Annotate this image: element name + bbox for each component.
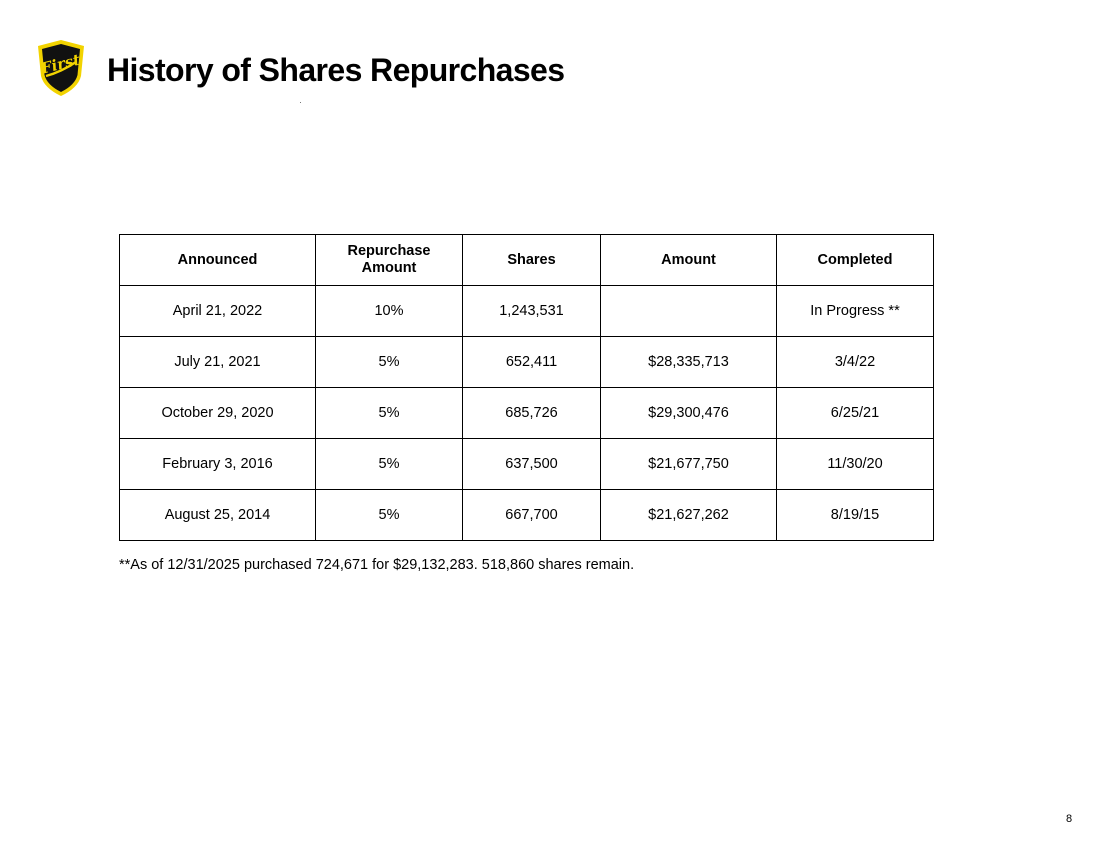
cell-completed: 6/25/21 [777,388,934,439]
cell-announced: July 21, 2021 [120,337,316,388]
cell-amount [601,286,777,337]
cell-amount: $21,677,750 [601,439,777,490]
shield-logo-icon [34,38,88,98]
table-header-row [120,235,934,286]
cell-shares: 1,243,531 [463,286,601,337]
cell-amount: $28,335,713 [601,337,777,388]
company-logo [34,38,88,98]
cell-amount: $29,300,476 [601,388,777,439]
cell-announced: February 3, 2016 [120,439,316,490]
column-header-shares: Shares [463,235,601,286]
logo-text: First [39,50,82,78]
cell-repurchase-amount: 5% [316,337,463,388]
column-header-repurchase-amount-label: Repurchase Amount [347,243,431,276]
cell-completed: 8/19/15 [777,490,934,541]
cell-repurchase-amount: 5% [316,439,463,490]
table-row [120,286,934,337]
page-title: History of Shares Repurchases [107,52,565,88]
cell-shares: 652,411 [463,337,601,388]
cell-shares: 637,500 [463,439,601,490]
cell-amount: $21,627,262 [601,490,777,541]
footnote: **As of 12/31/2025 purchased 724,671 for $29,132,283. 518,860 shares remain. [119,557,635,573]
column-header-completed: Completed [777,235,934,286]
cell-repurchase-amount: 5% [316,388,463,439]
column-header-announced: Announced [120,235,316,286]
cell-repurchase-amount: 10% [316,286,463,337]
cell-shares: 667,700 [463,490,601,541]
column-header-repurchase-amount [316,235,463,286]
table-row [120,439,934,490]
cell-completed: 3/4/22 [777,337,934,388]
table-row [120,388,934,439]
cell-completed: 11/30/20 [777,439,934,490]
page-number: 8 [1066,813,1073,825]
divider-mark [300,102,301,103]
repurchase-history-table [119,234,934,541]
cell-announced: August 25, 2014 [120,490,316,541]
table-row [120,490,934,541]
table-row [120,337,934,388]
column-header-amount: Amount [601,235,777,286]
cell-shares: 685,726 [463,388,601,439]
cell-announced: April 21, 2022 [120,286,316,337]
cell-announced: October 29, 2020 [120,388,316,439]
cell-completed: In Progress ** [777,286,934,337]
cell-repurchase-amount: 5% [316,490,463,541]
